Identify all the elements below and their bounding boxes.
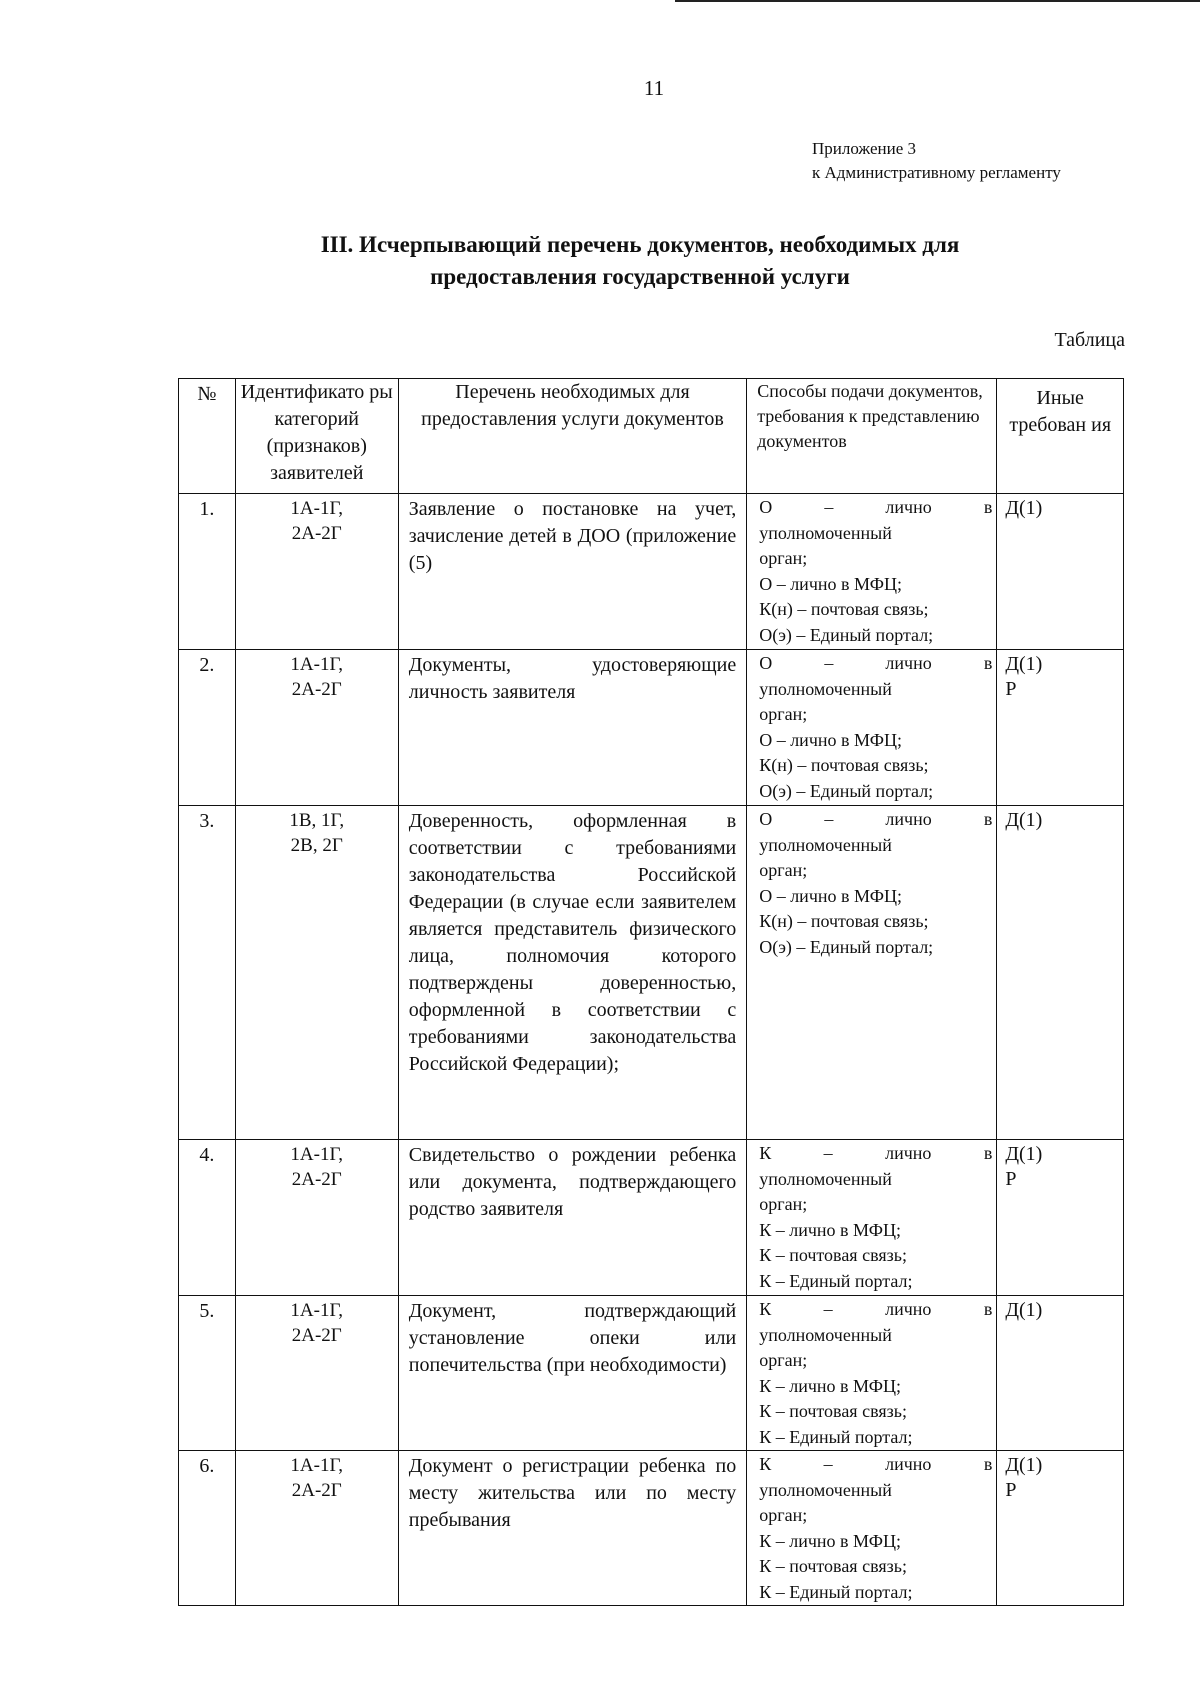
row-identifiers: 1В, 1Г, 2В, 2Г [235,806,398,1140]
row-document: Документ о регистрации ребенка по месту жительства или по месту пребывания [398,1451,746,1606]
table-header-row [179,379,1124,494]
title-line-1: III. Исчерпывающий перечень документов, необходимых для [320,232,960,257]
row-requirements: Д(1) Р [997,650,1124,806]
row-identifiers: 1А-1Г, 2А-2Г [235,494,398,650]
row-number: 1. [179,494,236,650]
header-methods: Способы подачи документов, требования к представлению документов [747,379,997,494]
row-number: 5. [179,1296,236,1451]
row-requirements: Д(1) Р [997,1451,1124,1606]
row-methods: К – лично в уполномоченный орган; К – лично в МФЦ; К – почтовая связь; К – Единый портал; [747,1451,997,1606]
appendix-line-2: к Административному регламенту [812,163,1061,182]
header-number: № [179,379,236,494]
row-document: Доверенность, оформленная в соответствии с требованиями законодательства Российской Федерации (в случае если заявителем является представитель физического лица, полномочия которого подтверждены доверенностью, оформленной в соответствии с требованиями законодательства Российской Федерации); [398,806,746,1140]
row-number: 2. [179,650,236,806]
top-edge-line [675,0,1200,2]
header-other-requirements: Иные требован ия [997,379,1124,494]
row-number: 4. [179,1140,236,1296]
row-identifiers: 1А-1Г, 2А-2Г [235,1451,398,1606]
row-methods: О – лично в уполномоченный орган; О – лично в МФЦ; К(н) – почтовая связь; О(э) – Единый портал; [747,650,997,806]
table-row [179,650,1124,806]
row-document: Заявление о постановке на учет, зачисление детей в ДОО (приложение (5) [398,494,746,650]
row-identifiers: 1А-1Г, 2А-2Г [235,1140,398,1296]
row-requirements: Д(1) [997,494,1124,650]
page-title [160,229,1120,293]
table-row [179,1451,1124,1606]
row-methods: К – лично в уполномоченный орган; К – лично в МФЦ; К – почтовая связь; К – Единый портал; [747,1296,997,1451]
title-line-2: предоставления государственной услуги [430,264,850,289]
appendix-line-1: Приложение 3 [812,139,916,158]
row-number: 3. [179,806,236,1140]
table-row [179,1140,1124,1296]
row-number: 6. [179,1451,236,1606]
row-identifiers: 1А-1Г, 2А-2Г [235,1296,398,1451]
table-caption: Таблица [1054,329,1125,351]
documents-table [178,378,1124,1606]
row-document: Документы, удостоверяющие личность заявителя [398,650,746,806]
row-document: Свидетельство о рождении ребенка или документа, подтверждающего родство заявителя [398,1140,746,1296]
appendix-reference [812,137,1061,185]
row-methods: К – лично в уполномоченный орган; К – лично в МФЦ; К – почтовая связь; К – Единый портал; [747,1140,997,1296]
row-methods: О – лично в уполномоченный орган; О – лично в МФЦ; К(н) – почтовая связь; О(э) – Единый портал; [747,806,997,1140]
row-document: Документ, подтверждающий установление опеки или попечительства (при необходимости) [398,1296,746,1451]
page-number: 11 [643,76,665,100]
header-documents: Перечень необходимых для предоставления услуги документов [398,379,746,494]
row-requirements: Д(1) [997,1296,1124,1451]
table-row [179,1296,1124,1451]
row-identifiers: 1А-1Г, 2А-2Г [235,650,398,806]
row-requirements: Д(1) Р [997,1140,1124,1296]
table-row [179,494,1124,650]
row-methods: О – лично в уполномоченный орган; О – лично в МФЦ; К(н) – почтовая связь; О(э) – Единый портал; [747,494,997,650]
row-requirements: Д(1) [997,806,1124,1140]
header-identifiers: Идентификато ры категорий (признаков) заявителей [235,379,398,494]
table-row [179,806,1124,1140]
